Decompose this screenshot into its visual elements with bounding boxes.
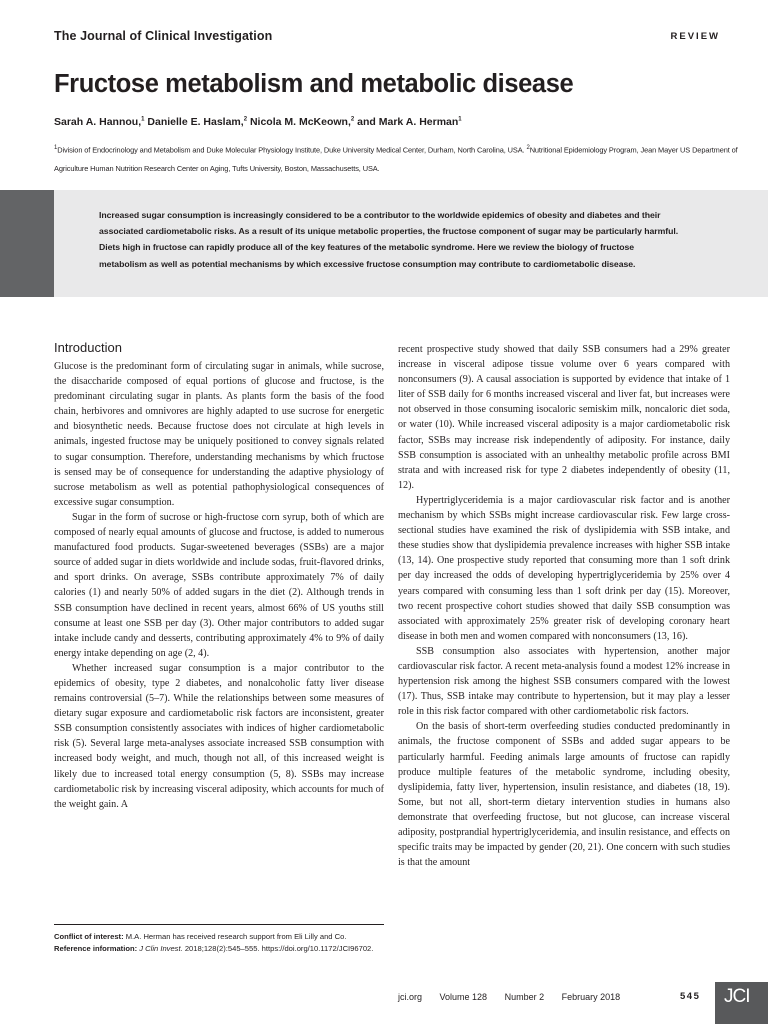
body-column-right (398, 342, 730, 870)
section-label: REVIEW (670, 31, 720, 42)
page-footer (398, 992, 635, 1002)
author-affil-mark: 2 (243, 116, 248, 123)
footer-site: jci.org (398, 992, 423, 1002)
affil-mark: 1 (54, 145, 58, 151)
ref-journal: J Clin Invest. (137, 944, 183, 953)
footer-date: February 2018 (561, 992, 621, 1002)
coi-text: M.A. Herman has received research support from Eli Lilly and Co. (123, 932, 347, 941)
jci-logo: JCI (715, 982, 768, 1024)
author-affil-mark: 1 (458, 116, 462, 123)
affiliations (54, 139, 754, 178)
affiliation-text: Division of Endocrinology and Metabolism and Duke Molecular Physiology Institute, Duke University Medical Center, Durham, North Carolina, USA. (57, 145, 527, 155)
body-paragraph: Sugar in the form of sucrose or high-fructose corn syrup, both of which are composed of nearly equal amounts of glucose and fructose, is added to numerous manufactured food products. Sugar-sweetened beverages (SSBs) are a major source of added sugar in diets worldwide and include sodas, fruit-flavored drinks, and sport drinks. On average, SSBs contribute approximately 7% of daily calories (1) and nearly 50% of added sugars in the diet (2). Although trends in SSB consumption have declined in recent years, almost 66% of US youths still consume at least one SSB per day (3). Other major contributors to added sugar intake include candy and desserts, contributing approximately 4% to 9% of daily energy intake depending on age (2, 4). (54, 511, 384, 659)
article-title: Fructose metabolism and metabolic disease (54, 70, 574, 98)
section-heading: Introduction (54, 340, 122, 355)
body-paragraph: SSB consumption also associates with hypertension, another major cardiovascular risk factor. A recent meta-analysis found a modest 12% increase in hypertension risk among the highest SSB consumers compared with the lowest (17). Thus, SSB intake may contribute to hypertension, but it may play a lesser role in this risk factor compared with other cardiometabolic risk factors. (398, 645, 730, 718)
body-paragraph: Glucose is the predominant form of circulating sugar in animals, while sucrose, the disaccharide composed of equal portions of glucose and fructose, is the predominant circulating sugar in plants. As plants form the basis of the food chain, herbivores and omnivores are highly adapted to use sucrose for energetic and biosynthetic needs. Because fructose does not circulate at high levels in animals, ingested fructose may be uniquely positioned to convey signals related to sugar consumption. Therefore, understanding mechanisms by which fructose is sensed may be of consequence for understanding the adaptive physiology of sucrose metabolism as well as potential pathophysiological consequences of excessive sugar consumption. (54, 361, 384, 508)
reference-information (54, 943, 384, 955)
body-paragraph: On the basis of short-term overfeeding studies conducted predominantly in animals, the fructose component of SSBs and added sugar appears to be particularly harmful. Feeding animals large amounts of fructose can rapidly produce multiple features of the metabolic syndrome, including obesity, dyslipidemia, fatty liver, hypertension, insulin resistance, and diabetes (18, 19). Some, but not all, short-term dietary intervention studies in humans also demonstrate that overfeeding fructose, but not glucose, can increase visceral adiposity, postprandial hypertriglyceridemia, and insulin resistance, and effects on specific traits may be impacted by gender (20, 21). One concern with such studies is that the amount (398, 721, 730, 869)
conflict-of-interest (54, 931, 384, 943)
affiliation-text: Nutritional Epidemiology Program, Jean Mayer US Department of Agriculture Human Nutrition Research Center on Aging, Tufts University, Boston, Massachusetts, USA. (54, 145, 738, 174)
abstract-side-bar (0, 190, 54, 297)
body-paragraph: Hypertriglyceridemia is a major cardiovascular risk factor and is another mechanism by which SSBs might increase cardiovascular risk. Few large cross-sectional studies have examined the risk of dyslipidemia with SSB intake, and these studies show that dyslipidemia prevalence increases with higher SSB intake (13, 14). One prospective study reported that consuming more than 1 soft drink per day increased the odds of developing hypertriglyceridemia by 25% over 4 years compared with consuming less than 1 soft drink per day (15). Moreover, two recent prospective cohort studies showed that daily SSB consumption was associated with approximately 25% greater risk of developing coronary heart disease in both men and women compared with nonconsumers (13, 16). (398, 494, 730, 642)
body-paragraph: recent prospective study showed that daily SSB consumers had a 29% greater increase in visceral adipose tissue volume over 6 years compared with nonconsumers (9). A causal association is supported by evidence that intake of 1 liter of SSB daily for 6 months increased visceral and liver fat, but increases were not observed in those consuming isocaloric semiskim milk, noncaloric diet soda, or water (10). While increased visceral adiposity is a major cardiometabolic risk factor, SSBs may increase risk independently of adiposity. For instance, daily SSB consumption is associated with an unhealthy metabolic profile across BMI strata and with increased risk for type 2 diabetes independently of obesity (11, 12). (398, 344, 730, 491)
author-list (54, 116, 462, 128)
ref-label: Reference information: (54, 944, 138, 953)
footnote-divider (54, 924, 384, 925)
body-paragraph: Whether increased sugar consumption is a major contributor to the epidemics of obesity, type 2 diabetes, and nonalcoholic fatty liver disease remains controversial (5–7). While the relationships between some measures of dietary sugar exposure and cardiometabolic risk factors are inconsistent, greater SSB consumption consistently associates with indices of higher cardiometabolic risk (5). Several large meta-analyses associate increased SSB consumption with increased body weight, and much, though not all, of this increased weight is likely due to increased total energy consumption (5, 8). SSBs may increase cardiometabolic risk by increasing visceral adiposity, which accounts for much of the weight gain. A (54, 662, 384, 810)
footer-number: Number 2 (504, 992, 545, 1002)
abstract-text: Increased sugar consumption is increasingly considered to be a contributor to the worldwide epidemics of obesity and diabetes and their associated cardiometabolic risks. As a result of its unique metabolic properties, the fructose component of sugar may be particularly harmful. Diets high in fructose can rapidly produce all of the key features of the metabolic syndrome. Here we review the biology of fructose metabolism as well as potential mechanisms by which excessive fructose consumption may contribute to cardiometabolic disease. (99, 210, 679, 269)
coi-label: Conflict of interest: (54, 932, 124, 941)
journal-name: The Journal of Clinical Investigation (54, 29, 273, 43)
body-column-left (54, 359, 384, 812)
page-number: 545 (680, 991, 701, 1002)
author-name: and Mark A. Herman (357, 116, 459, 128)
author-name: Sarah A. Hannou, (54, 116, 142, 128)
footer-volume: Volume 128 (439, 992, 488, 1002)
footnotes (54, 931, 384, 955)
author-name: Nicola M. McKeown, (249, 116, 351, 128)
author-affil-mark: 2 (350, 116, 355, 123)
author-name: Danielle E. Haslam, (147, 116, 244, 128)
author-affil-mark: 1 (141, 116, 145, 123)
ref-text: 2018;128(2):545–555. https://doi.org/10.1172/JCI96702. (182, 944, 374, 953)
affil-mark: 2 (526, 145, 530, 151)
